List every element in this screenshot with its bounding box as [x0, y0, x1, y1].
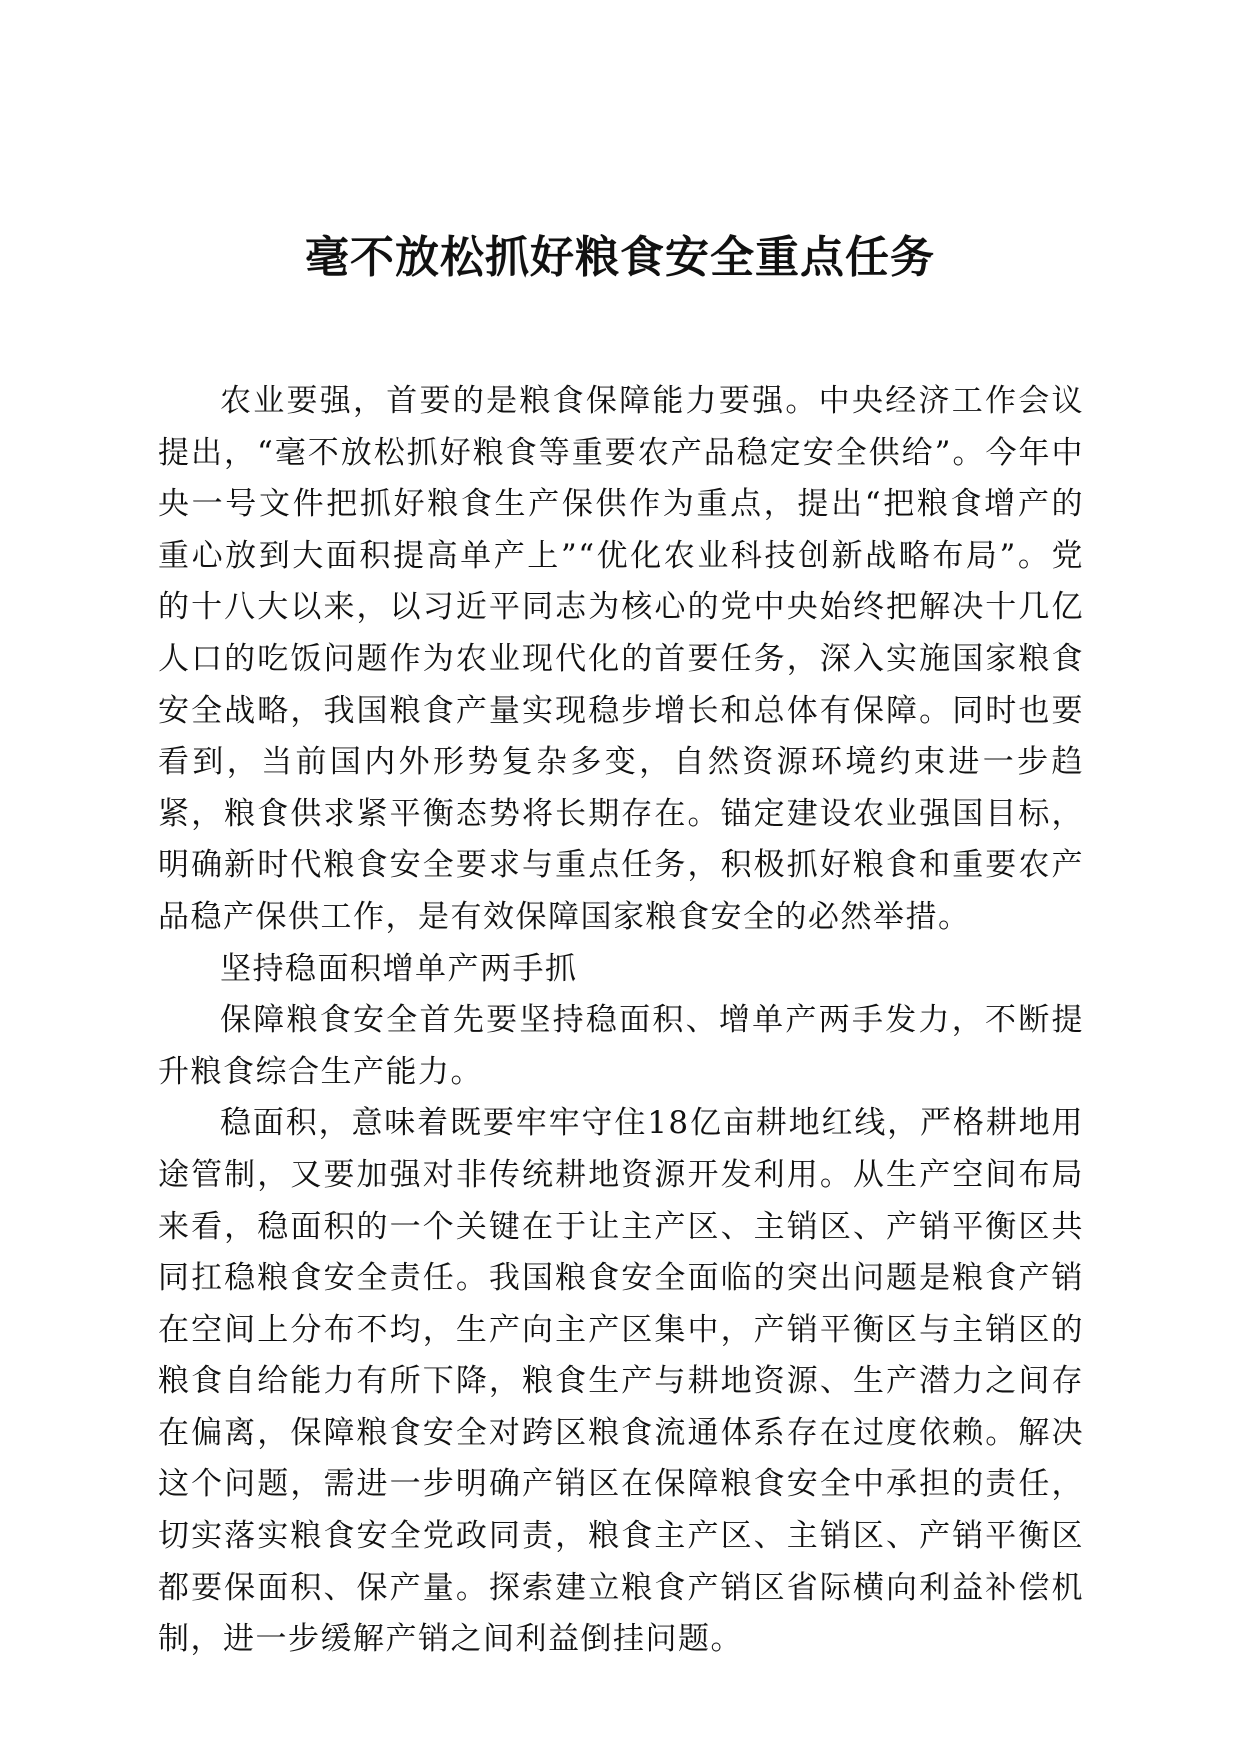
section-paragraph-2: 稳面积，意味着既要牢牢守住18亿亩耕地红线，严格耕地用途管制，又要加强对非传统耕地资源开发利用。从生产空间布局来看，稳面积的一个关键在于让主产区、主销区、产销平衡区共同扛稳粮食安全责任。我国粮食安全面临的突出问题是粮食产销在空间上分布不均，生产向主产区集中，产销平衡区与主销区的粮食自给能力有所下降，粮食生产与耕地资源、生产潜力之间存在偏离，保障粮食安全对跨区粮食流通体系存在过度依赖。解决这个问题，需进一步明确产销区在保障粮食安全中承担的责任，切实落实粮食安全党政同责，粮食主产区、主销区、产销平衡区都要保面积、保产量。探索建立粮食产销区省际横向利益补偿机制，进一步缓解产销之间利益倒挂问题。 [158, 1105, 1084, 1658]
document-body [158, 376, 1084, 1666]
section-paragraph-1: 保障粮食安全首先要坚持稳面积、增单产两手发力，不断提升粮食综合生产能力。 [158, 1002, 1084, 1090]
document-title: 毫不放松抓好粮食安全重点任务 [305, 232, 935, 283]
intro-paragraph: 农业要强，首要的是粮食保障能力要强。中央经济工作会议提出，“毫不放松抓好粮食等重要农产品稳定安全供给”。今年中央一号文件把抓好粮食生产保供作为重点，提出“把粮食增产的重心放到大面积提高单产上”“优化农业科技创新战略布局”。党的十八大以来，以习近平同志为核心的党中央始终把解决十几亿人口的吃饭问题作为农业现代化的首要任务，深入实施国家粮食安全战略，我国粮食产量实现稳步增长和总体有保障。同时也要看到，当前国内外形势复杂多变，自然资源环境约束进一步趋紧，粮食供求紧平衡态势将长期存在。锚定建设农业强国目标，明确新时代粮食安全要求与重点任务，积极抓好粮食和重要农产品稳产保供工作，是有效保障国家粮食安全的必然举措。 [158, 383, 1084, 935]
section-heading: 坚持稳面积增单产两手抓 [220, 950, 578, 987]
